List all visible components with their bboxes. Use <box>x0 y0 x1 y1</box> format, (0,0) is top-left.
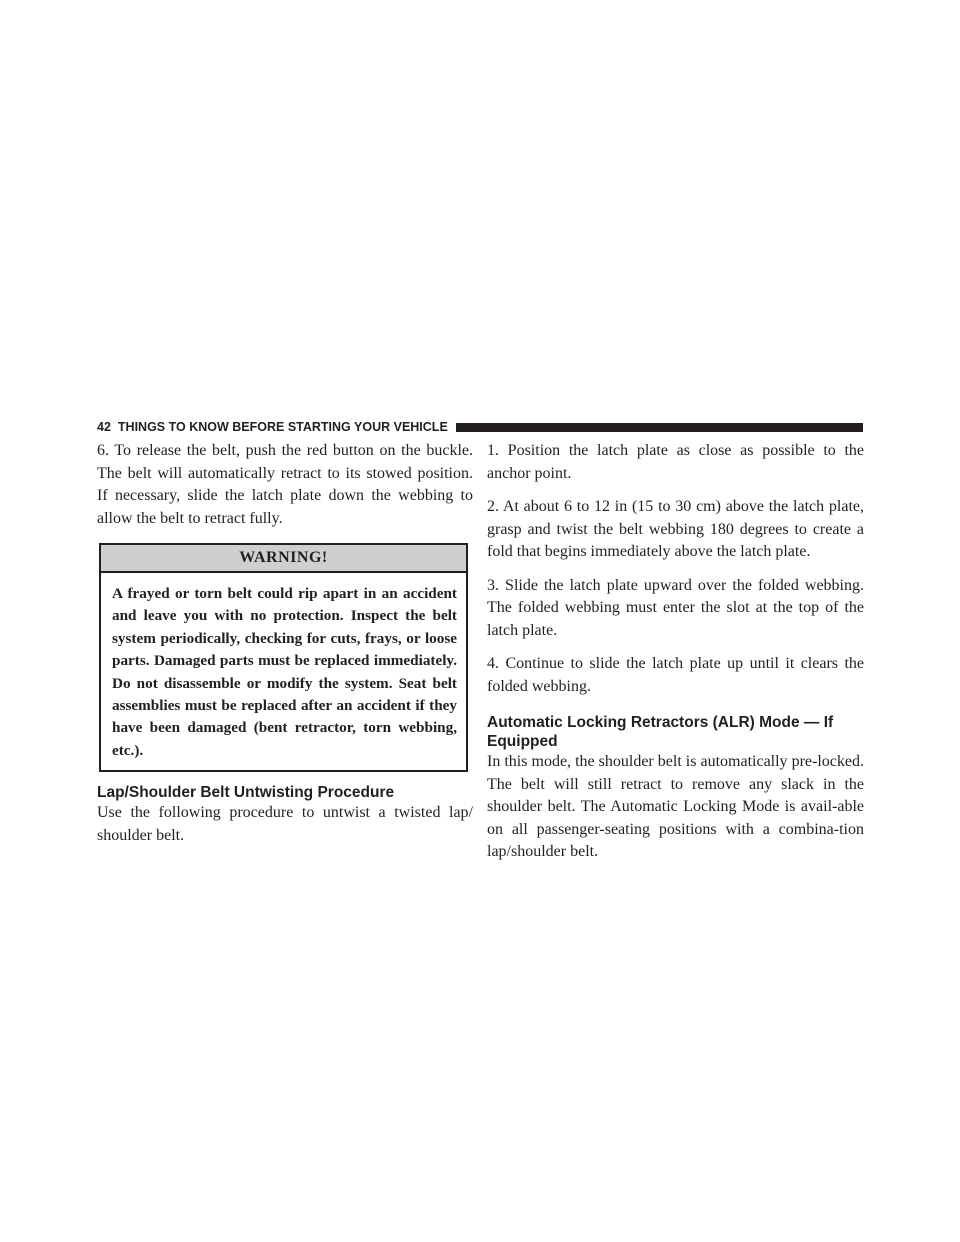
page-number: 42 <box>97 420 111 434</box>
untwisting-heading: Lap/Shoulder Belt Untwisting Procedure <box>97 784 395 802</box>
section-title: THINGS TO KNOW BEFORE STARTING YOUR VEHICLE <box>117 420 448 434</box>
step-3-paragraph: 3. Slide the latch plate upward over the folded webbing. The folded webbing must enter the slot at the top of the latch plate. <box>487 576 864 639</box>
warning-text: A frayed or torn belt could rip apart in an accident and leave you with no protection. Inspect the belt system periodically, checking for cuts, frays, or loose parts. Damaged parts must be replaced immediately. Do not disassemble or modify the system. Seat belt assemblies must be replaced after an accident if they have been damaged (bent retractor, torn webbing, etc.). <box>112 585 457 759</box>
step-2-paragraph: 2. At about 6 to 12 in (15 to 30 cm) above the latch plate, grasp and twist the belt webbing 180 degrees to create a fold that begins immediately above the latch plate. <box>487 498 864 560</box>
alr-heading: Automatic Locking Retractors (ALR) Mode — If Equipped <box>487 714 834 750</box>
right-column <box>487 440 864 864</box>
warning-box <box>99 543 468 772</box>
untwisting-intro: Use the following procedure to untwist a twisted lap/ shoulder belt. <box>97 804 473 844</box>
alr-paragraph: In this mode, the shoulder belt is automatically pre-locked. The belt will still retract to remove any slack in the shoulder belt. The Automatic Locking Mode is avail-able on all passenger-seating positions with a combina-tion lap/shoulder belt. <box>487 753 864 860</box>
warning-title: WARNING! <box>101 545 466 573</box>
step-4-paragraph: 4. Continue to slide the latch plate up until it clears the folded webbing. <box>487 655 864 695</box>
left-column <box>97 440 473 847</box>
step-6-paragraph: 6. To release the belt, push the red button on the buckle. The belt will automatically retract to its stowed position. If necessary, slide the latch plate down the webbing to allow the belt to retract fully. <box>97 442 473 527</box>
step-1-paragraph: 1. Position the latch plate as close as possible to the anchor point. <box>487 442 864 482</box>
page-header <box>97 417 863 437</box>
header-rule <box>456 423 863 432</box>
